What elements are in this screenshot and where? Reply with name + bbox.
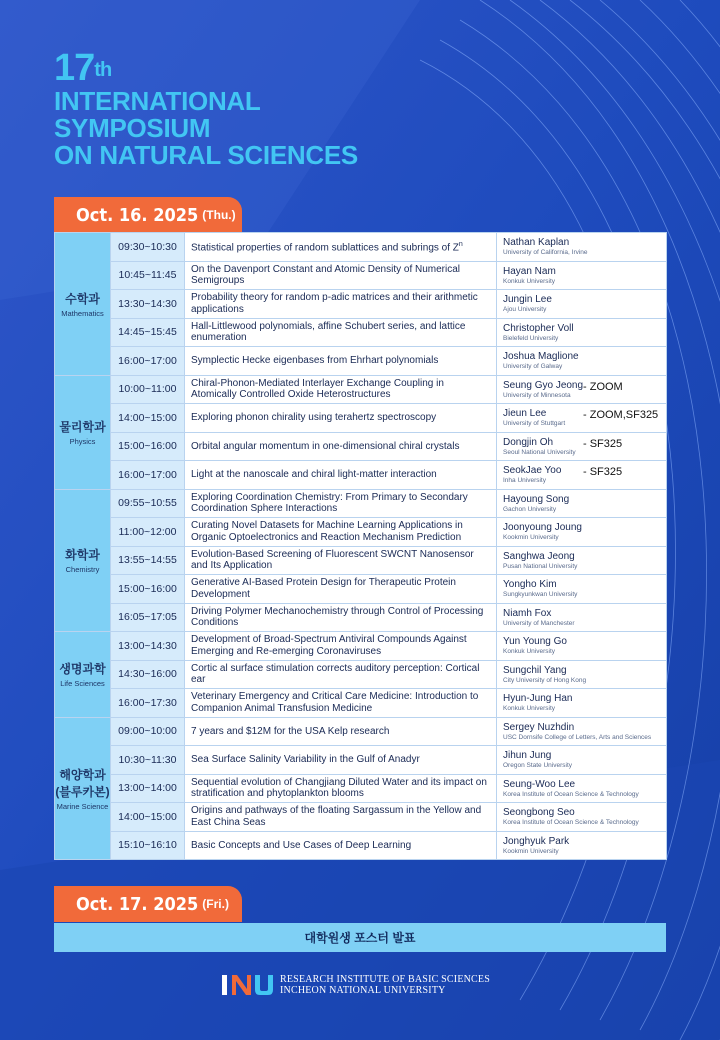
speaker-affiliation: Kookmin University (503, 534, 559, 542)
department-english: Physics (69, 437, 96, 446)
speaker-name: Jonghyuk Park (503, 835, 570, 847)
session-row (55, 261, 667, 290)
session-speaker (497, 575, 667, 604)
department-korean: 수학과 (65, 291, 100, 306)
session-row (55, 689, 667, 718)
session-speaker (497, 774, 667, 803)
session-title-text: Development of Broad-Spectrum Antiviral Compounds Against Emerging and Re-emerging Coronaviruses (191, 634, 467, 657)
session-title (185, 318, 497, 347)
session-speaker (497, 347, 667, 376)
speaker-name: Seongbong Seo (503, 807, 575, 819)
session-speaker (497, 831, 667, 860)
speaker-affiliation: University of Galway (503, 363, 563, 371)
session-time: 13:00~14:30 (111, 632, 185, 661)
session-time: 10:30~11:30 (111, 746, 185, 775)
session-title (185, 774, 497, 803)
speaker-name: Sungchil Yang (503, 664, 567, 676)
speaker-name: Seung Gyo Jeong (503, 379, 584, 391)
speaker-name: Hayoung Song (503, 493, 570, 505)
session-time: 15:00~16:00 (111, 575, 185, 604)
session-row (55, 660, 667, 689)
session-row (55, 575, 667, 604)
session-speaker (497, 603, 667, 632)
session-title-text: Exploring Coordination Chemistry: From Primary to Secondary Coordination Sphere Interactions (191, 491, 468, 515)
session-speaker (497, 404, 667, 433)
session-title (185, 290, 497, 319)
session-time: 10:00~11:00 (111, 375, 185, 404)
department-korean: 해양학과 (59, 767, 106, 782)
session-title (185, 632, 497, 661)
session-time: 09:55~10:55 (111, 489, 185, 518)
session-row (55, 632, 667, 661)
department-korean: 화학과 (65, 548, 100, 563)
session-row (55, 375, 667, 404)
speaker-affiliation: Korea Institute of Ocean Science & Technology (503, 790, 639, 798)
session-time: 10:45~11:45 (111, 261, 185, 290)
session-title-superscript: n (458, 241, 463, 249)
session-row (55, 603, 667, 632)
session-speaker (497, 803, 667, 832)
session-time: 15:10~16:10 (111, 831, 185, 860)
department-cell (55, 632, 111, 718)
session-title-text: Origins and pathways of the floating Sargassum in the Yellow and East China Seas (191, 805, 482, 828)
session-title-text: Evolution-Based Screening of Fluorescent SWCNT Nanosensor and Its Application (191, 548, 474, 572)
session-speaker (497, 746, 667, 775)
session-time: 16:00~17:30 (111, 689, 185, 718)
session-time: 13:00~14:00 (111, 774, 185, 803)
session-speaker (497, 632, 667, 661)
speaker-affiliation: Konkuk University (503, 705, 556, 713)
speaker-name: Yongho Kim (503, 579, 557, 591)
session-title-text: Chiral-Phonon-Mediated Interlayer Exchange Coupling in Atomically Controlled Oxide Heterostructures (191, 377, 444, 401)
session-title (185, 261, 497, 290)
department-korean: 물리학과 (59, 420, 106, 434)
session-speaker (497, 689, 667, 718)
title-line-3: ON NATURAL SCIENCES (54, 140, 358, 170)
department-korean: 생명과학 (59, 662, 106, 677)
session-row (55, 803, 667, 832)
session-time: 14:30~16:00 (111, 660, 185, 689)
session-row (55, 347, 667, 376)
session-speaker (497, 660, 667, 689)
session-time: 13:55~14:55 (111, 546, 185, 575)
session-row (55, 518, 667, 547)
speaker-affiliation: Konkuk University (503, 277, 556, 285)
speaker-affiliation: University of Minnesota (503, 391, 571, 399)
session-speaker (497, 489, 667, 518)
session-title-text: Cortic al surface stimulation corrects auditory perception: Cortical ear (191, 662, 480, 686)
speaker-affiliation: Kookmin University (503, 847, 559, 855)
edition-number: 17th (54, 47, 112, 89)
speaker-affiliation: City University of Hong Kong (503, 676, 587, 684)
speaker-name: Joonyoung Joung (503, 522, 582, 534)
title-line-1: INTERNATIONAL (54, 86, 261, 116)
session-title-text: Veterinary Emergency and Critical Care Medicine: Introduction to Companion Animal Transfusion Medicine (191, 691, 479, 714)
department-korean-sub: (블루카본) (55, 784, 110, 799)
session-title-text: Hall-Littlewood polynomials, affine Schubert series, and lattice enumeration (191, 320, 466, 344)
session-speaker (497, 518, 667, 547)
session-title (185, 575, 497, 604)
speaker-affiliation: University of California, Irvine (503, 249, 588, 257)
date-tab-day2: Oct. 17. 2025 (Fri.) (54, 886, 242, 922)
session-title-text: Generative AI-Based Protein Design for Therapeutic Protein Development (191, 577, 456, 600)
session-time: 16:00~17:00 (111, 461, 185, 490)
speaker-affiliation: University of Stuttgart (503, 420, 566, 428)
session-title (185, 546, 497, 575)
department-cell (55, 233, 111, 376)
session-time: 09:00~10:00 (111, 717, 185, 746)
session-title (185, 603, 497, 632)
speaker-affiliation: University of Manchester (503, 619, 575, 627)
speaker-name: Jungin Lee (503, 294, 552, 306)
schedule-table (54, 232, 667, 860)
session-title (185, 803, 497, 832)
session-time: 14:00~15:00 (111, 404, 185, 433)
session-row (55, 831, 667, 860)
speaker-affiliation: Korea Institute of Ocean Science & Technology (503, 819, 639, 827)
session-title (185, 518, 497, 547)
speaker-affiliation: USC Dornsife College of Letters, Arts and Sciences (503, 733, 652, 741)
session-title-text: On the Davenport Constant and Atomic Density of Numerical Semigroups (191, 263, 461, 287)
session-title (185, 489, 497, 518)
session-title-text: Sequential evolution of Changjiang Diluted Water and its impact on stratification and phytoplankton blooms (191, 776, 487, 800)
session-row (55, 746, 667, 775)
department-cell (55, 489, 111, 632)
institute-name: RESEARCH INSTITUTE OF BASIC SCIENCES INCHEON NATIONAL UNIVERSITY (280, 974, 490, 996)
session-title (185, 461, 497, 490)
department-english: Marine Science (56, 801, 109, 811)
department-english: Life Sciences (60, 679, 105, 689)
session-title (185, 347, 497, 376)
room-note: - SF325 (583, 437, 623, 450)
session-time: 14:45~15:45 (111, 318, 185, 347)
session-title-text: Sea Surface Salinity Variability in the Gulf of Anadyr (191, 754, 420, 765)
symposium-title (54, 48, 358, 169)
speaker-affiliation: Bielefeld University (503, 334, 559, 342)
session-title-text: Statistical properties of random sublattices and subrings of Z (191, 242, 459, 254)
session-title (185, 831, 497, 860)
date-tab-day1: Oct. 16. 2025 (Thu.) (54, 197, 242, 233)
session-row (55, 318, 667, 347)
title-line-2: SYMPOSIUM (54, 113, 211, 143)
session-speaker (497, 233, 667, 262)
inu-logo-icon (220, 972, 274, 998)
session-speaker (497, 461, 667, 490)
session-row (55, 432, 667, 461)
session-time: 14:00~15:00 (111, 803, 185, 832)
speaker-name: Jieun Lee (503, 408, 547, 420)
room-note: - ZOOM (583, 380, 623, 393)
speaker-name: Christopher Voll (503, 322, 574, 334)
session-row (55, 717, 667, 746)
speaker-affiliation: Gachon University (503, 505, 557, 513)
speaker-affiliation: Oregon State University (503, 762, 573, 770)
session-row (55, 489, 667, 518)
department-cell (55, 375, 111, 489)
session-time: 16:05~17:05 (111, 603, 185, 632)
session-speaker (497, 318, 667, 347)
session-title-text: Probability theory for random p-adic matrices and their arithmetic applications (191, 292, 478, 315)
session-speaker (497, 717, 667, 746)
footer (220, 972, 490, 998)
session-time: 15:00~16:00 (111, 432, 185, 461)
speaker-name: Yun Young Go (503, 636, 567, 648)
session-title-text: 7 years and $12M for the USA Kelp research (191, 725, 390, 737)
session-row (55, 233, 667, 262)
session-row (55, 404, 667, 433)
speaker-name: Niamh Fox (503, 607, 552, 619)
session-title-text: Orbital angular momentum in one-dimensional chiral crystals (191, 440, 460, 452)
session-speaker (497, 290, 667, 319)
session-time: 09:30~10:30 (111, 233, 185, 262)
speaker-name: Nathan Kaplan (503, 237, 570, 249)
session-title (185, 660, 497, 689)
department-cell (55, 717, 111, 860)
session-time: 11:00~12:00 (111, 518, 185, 547)
room-note: - SF325 (583, 466, 623, 478)
department-english: Chemistry (65, 565, 100, 575)
session-title-text: Light at the nanoscale and chiral light-matter interaction (191, 469, 437, 480)
session-title-text: Basic Concepts and Use Cases of Deep Learning (191, 839, 412, 851)
session-title-text: Driving Polymer Mechanochemistry through Control of Processing Conditions (191, 605, 484, 629)
department-english: Mathematics (61, 308, 104, 318)
session-speaker (497, 375, 667, 404)
speaker-affiliation: Seoul National University (503, 448, 576, 456)
speaker-name: Sergey Nuzhdin (503, 721, 575, 733)
session-speaker (497, 261, 667, 290)
session-row (55, 290, 667, 319)
speaker-name: Dongjin Oh (503, 436, 554, 448)
session-row (55, 546, 667, 575)
session-row (55, 461, 667, 490)
poster-session-banner: 대학원생 포스터 발표 (54, 923, 666, 952)
session-title (185, 375, 497, 404)
session-title (185, 689, 497, 718)
speaker-name: SeokJae Yoo (503, 465, 562, 477)
room-note: - ZOOM,SF325 (583, 409, 659, 421)
speaker-name: Hayan Nam (503, 265, 556, 277)
session-title (185, 717, 497, 746)
speaker-name: Hyun-Jung Han (503, 693, 573, 705)
session-speaker (497, 432, 667, 461)
session-title-text: Symplectic Hecke eigenbases from Ehrhart polynomials (191, 355, 439, 366)
session-title (185, 233, 497, 262)
speaker-affiliation: Konkuk University (503, 648, 556, 656)
speaker-name: Seung-Woo Lee (503, 778, 576, 790)
speaker-affiliation: Ajou University (503, 306, 547, 314)
session-speaker (497, 546, 667, 575)
speaker-name: Sanghwa Jeong (503, 550, 575, 562)
session-title-text: Exploring phonon chirality using terahertz spectroscopy (191, 412, 437, 423)
session-title (185, 746, 497, 775)
session-title (185, 432, 497, 461)
speaker-affiliation: Sungkyunkwan University (503, 591, 578, 599)
session-title-text: Curating Novel Datasets for Machine Learning Applications in Organic Optoelectronics and Reaction Mechanism Prediction (191, 520, 463, 543)
speaker-name: Jihun Jung (503, 750, 552, 762)
session-row (55, 774, 667, 803)
speaker-affiliation: Pusan National University (503, 562, 578, 570)
speaker-affiliation: Inha University (503, 477, 546, 485)
session-time: 13:30~14:30 (111, 290, 185, 319)
session-title (185, 404, 497, 433)
speaker-name: Joshua Maglione (503, 351, 579, 363)
session-time: 16:00~17:00 (111, 347, 185, 376)
